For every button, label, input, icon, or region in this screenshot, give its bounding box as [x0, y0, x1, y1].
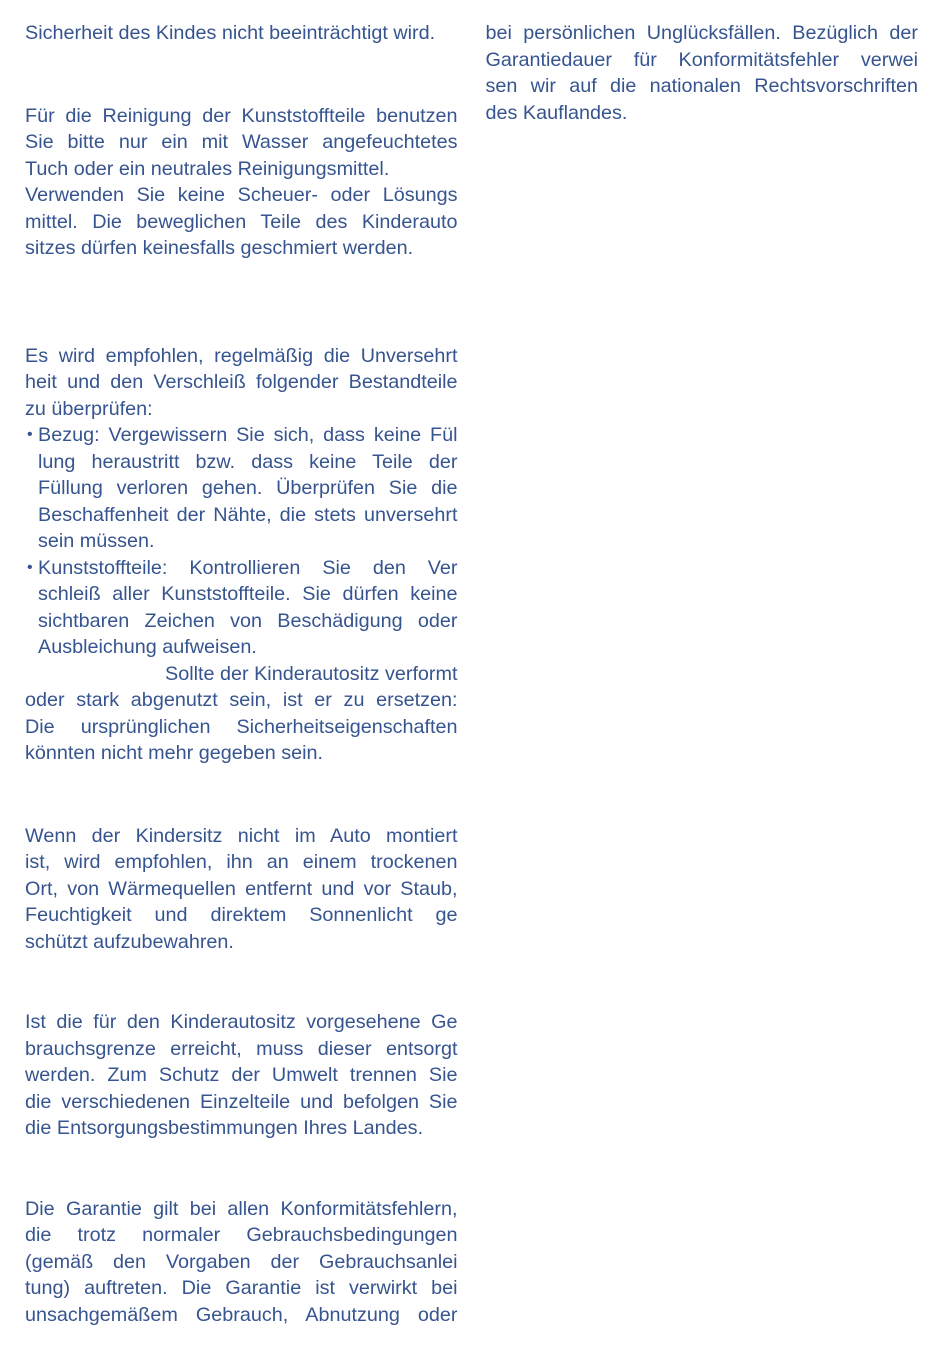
text-line: Für die Reinigung der Kunststoffteile benutzen [25, 104, 458, 127]
paragraph-block [486, 20, 919, 126]
text-line: mittel. Die beweglichen Teile des Kinderauto [25, 210, 458, 233]
text-line: werden. Zum Schutz der Umwelt trennen Sie [25, 1064, 458, 1086]
text-line: die verschiedenen Einzelteile und befolgen Sie [25, 1090, 458, 1113]
text-line: Die ursprünglichen Sicherheitseigenschaften [25, 715, 458, 738]
paragraph-block [25, 1009, 458, 1142]
text-line: die Entsorgungsbestimmungen Ihres Landes. [25, 1117, 424, 1139]
text-line: Garantiedauer für Konformitätsfehler verwei [485, 48, 918, 71]
text-line: sitzes dürfen keinesfalls geschmiert werden. [25, 237, 414, 259]
text-line: bei persönlichen Unglücksfällen. Bezüglich der [485, 22, 918, 44]
text-line: • Kunststoffteile: Kontrollieren Sie den Ver [25, 555, 458, 582]
text-line: die trotz normaler Gebrauchsbedingungen [25, 1224, 458, 1246]
bullet-icon: • [27, 558, 33, 576]
text-line: lung heraustritt bzw. dass keine Teile der [38, 450, 458, 473]
text-line: tung) auftreten. Die Garantie ist verwirkt bei [25, 1277, 458, 1299]
text-line: Sicherheit des Kindes nicht beeinträchtigt wird. [25, 22, 436, 44]
paragraph-block [25, 823, 458, 956]
text-line: heit und den Verschleiß folgender Bestandteile [25, 371, 458, 393]
paragraph-block [25, 20, 458, 47]
text-line: Es wird empfohlen, regelmäßig die Unversehrt [25, 344, 458, 367]
text-line: Feuchtigkeit und direktem Sonnenlicht ge [25, 904, 458, 926]
paragraph-block [25, 1196, 458, 1329]
text-line: brauchsgrenze erreicht, muss dieser entsorgt [25, 1037, 458, 1060]
text-line: Wenn der Kindersitz nicht im Auto montiert [25, 824, 458, 847]
text-column-right [486, 20, 919, 1351]
text-line: Sie bitte nur ein mit Wasser angefeuchtetes [25, 131, 458, 153]
text-line: zu überprüfen: [25, 397, 153, 420]
text-line: unsachgemäßem Gebrauch, Abnutzung oder [25, 1303, 458, 1326]
text-column-left [25, 20, 458, 1351]
bullet-icon: • [27, 426, 33, 443]
text-line: oder stark abgenutzt sein, ist er zu ersetzen: [25, 689, 458, 711]
text-line: schützt aufzubewahren. [25, 930, 234, 953]
text-line: sen wir auf die nationalen Rechtsvorschriften [485, 75, 918, 97]
text-line: Ausbleichung aufweisen. [38, 636, 257, 658]
text-line: Beschaffenheit der Nähte, die stets unversehrt [38, 503, 458, 526]
text-line: könnten nicht mehr gegeben sein. [25, 742, 324, 764]
text-line: ist, wird empfohlen, ihn an einem trockenen [25, 851, 458, 873]
text-line: des Kauflandes. [485, 101, 628, 124]
text-line: Verwenden Sie keine Scheuer- oder Lösungs [25, 184, 458, 206]
text-line: • Bezug: Vergewissern Sie sich, dass keine Fül [25, 422, 458, 449]
paragraph-block [25, 103, 458, 262]
text-line: Die Garantie gilt bei allen Konformitätsfehlern, [25, 1197, 458, 1220]
text-line: Ist die für den Kinderautositz vorgesehene Ge [25, 1011, 458, 1033]
text-line: sichtbaren Zeichen von Beschädigung oder [38, 609, 458, 632]
text-line: (gemäß den Vorgaben der Gebrauchsanlei [25, 1250, 458, 1273]
text-line: sein müssen. [38, 530, 155, 552]
paragraph-block [25, 343, 458, 767]
text-line: Ort, von Wärmequellen entfernt und vor Staub, [25, 877, 458, 900]
text-line: Tuch oder ein neutrales Reinigungsmittel. [25, 157, 390, 180]
text-line: Sollte der Kinderautositz verformt [165, 662, 458, 685]
text-line: Füllung verloren gehen. Überprüfen Sie die [38, 477, 458, 499]
text-line: schleiß aller Kunststoffteile. Sie dürfen keine [38, 583, 458, 605]
